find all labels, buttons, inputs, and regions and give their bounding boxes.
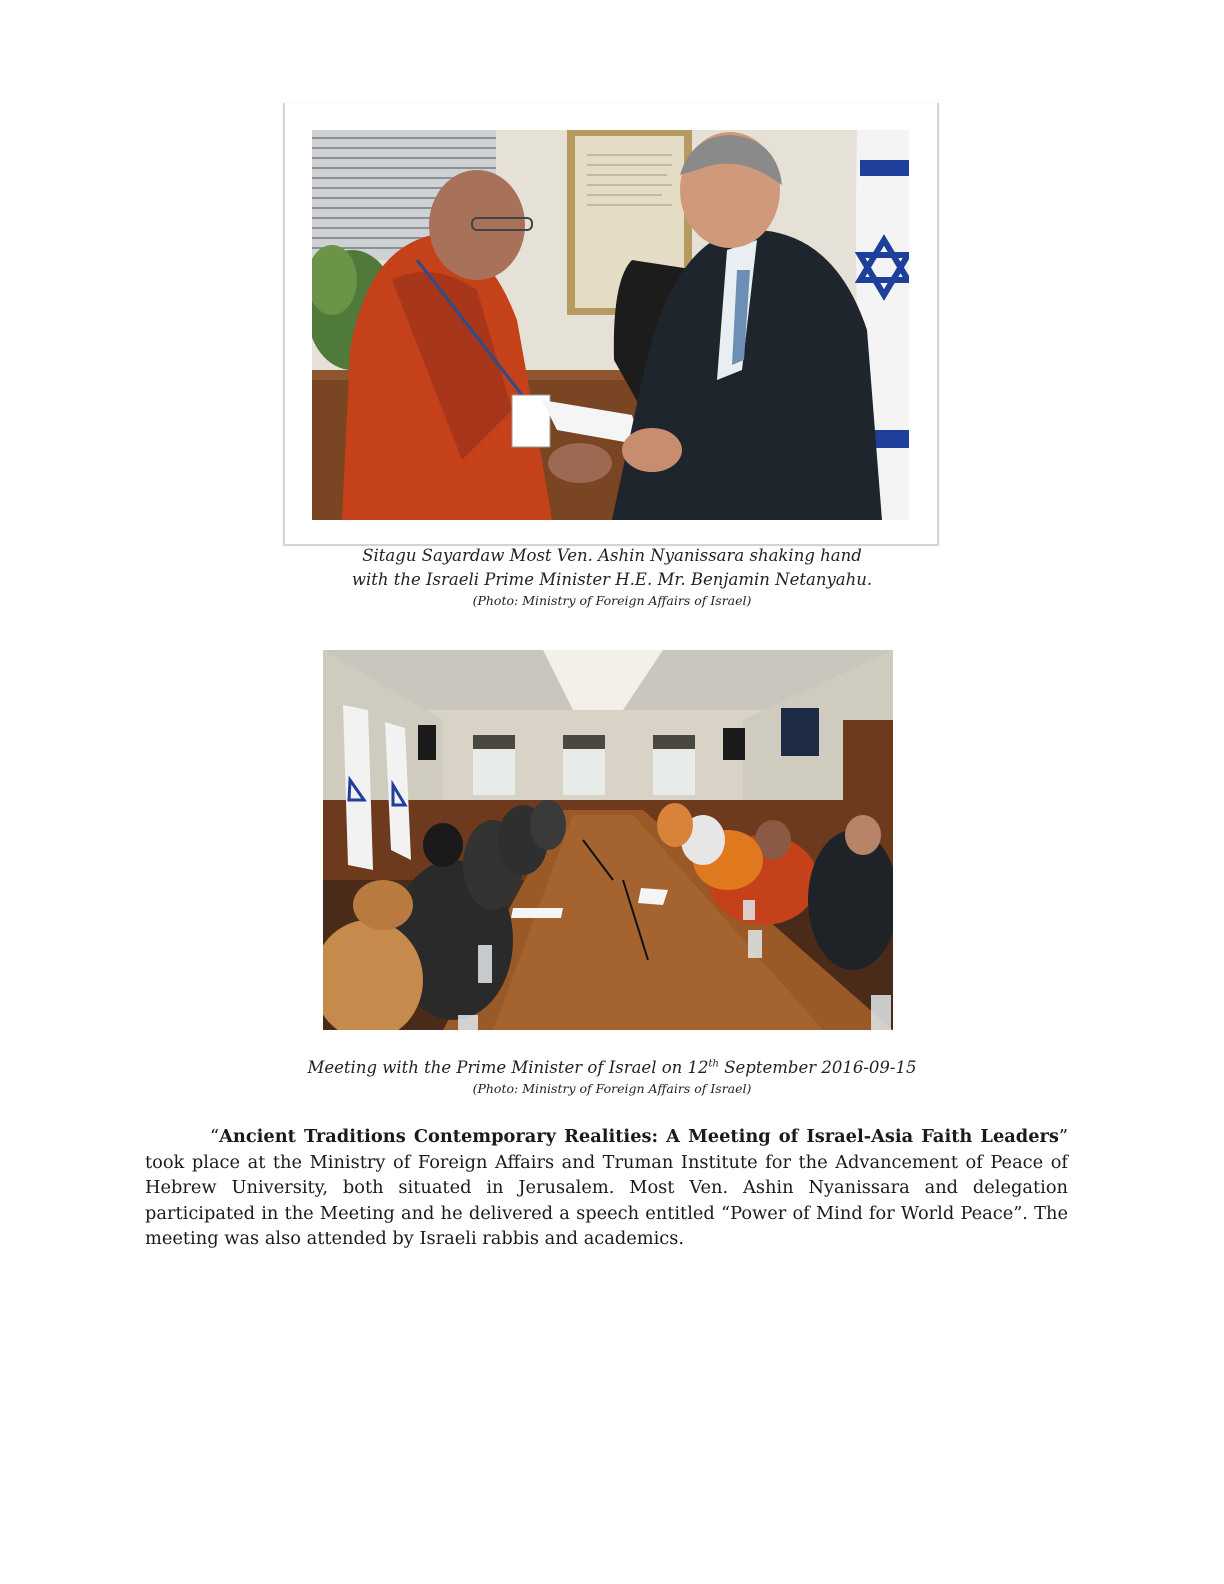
meeting-title: Ancient Traditions Contemporary Realities: A Meeting of Israel-Asia Faith Leaders	[219, 1126, 1059, 1147]
photo1-credit: (Photo: Ministry of Foreign Affairs of Israel)	[472, 593, 752, 608]
photo2-caption: Meeting with the Prime Minister of Israel on 12th September 2016-09-15	[307, 1058, 917, 1077]
meeting-room-photo	[323, 650, 893, 1030]
body-paragraph: “Ancient Traditions Contemporary Realities: A Meeting of Israel-Asia Faith Leaders” took place at the Ministry of Foreign Affairs and Truman Institute for the Advancement of Peace of Hebrew University, both situated in Jerusalem. Most Ven. Ashin Nyanissara and delegation participated in the Meeting and he delivered a speech entitled “Power of Mind for World Peace”. The meeting was also attended by Israeli rabbis and academics.	[145, 1126, 1068, 1249]
photo1-caption-line2: with the Israeli Prime Minister H.E. Mr. Benjamin Netanyahu.	[351, 570, 873, 589]
photo1-caption-line1: Sitagu Sayardaw Most Ven. Ashin Nyanissara shaking hand	[362, 546, 862, 565]
photo-frame	[283, 103, 939, 546]
superscript-th: th	[708, 1058, 719, 1070]
handshake-photo	[312, 130, 909, 520]
photo2-credit: (Photo: Ministry of Foreign Affairs of Israel)	[472, 1081, 752, 1096]
